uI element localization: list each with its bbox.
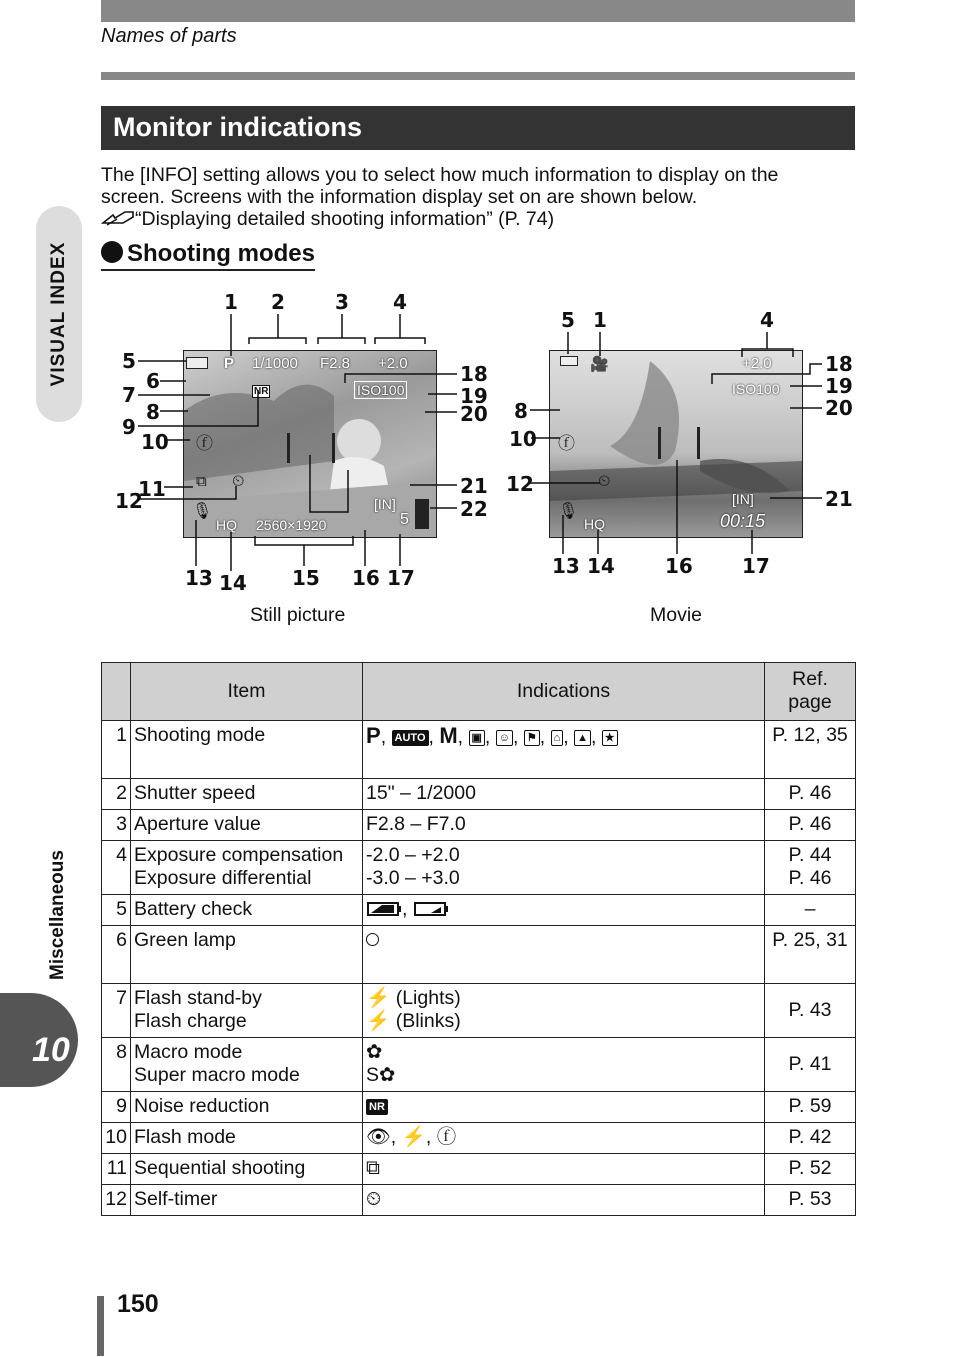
chapter-tab[interactable] (0, 993, 78, 1087)
callout-18: 18 (460, 362, 488, 386)
battery-full-icon (366, 901, 402, 917)
movie-callout-16: 16 (665, 554, 693, 578)
row-item-line-1: Flash stand-by (134, 987, 262, 1009)
row-number: 2 (102, 779, 131, 810)
row-ref (765, 841, 856, 895)
battery-low-icon (413, 901, 449, 917)
callout-13: 13 (185, 566, 213, 590)
movie-mic-icon: 🎙 (558, 503, 579, 520)
red-eye-icon: 👁 (366, 1126, 391, 1148)
row-ref: P. 52 (765, 1154, 856, 1185)
indications-table (101, 662, 856, 1216)
movie-callout-14: 14 (587, 554, 615, 578)
table-row (102, 926, 856, 984)
image-size: 2560×1920 (256, 517, 327, 533)
row-item (131, 1038, 363, 1092)
row-ind-line-2: (Blinks) (395, 1010, 461, 1032)
movie-mode-icon: 🎥 (590, 356, 609, 373)
header-number (102, 663, 131, 721)
movie-callout-5: 5 (561, 308, 575, 332)
header-ref: Ref. page (765, 663, 856, 721)
row-indications: F2.8 – F7.0 (363, 810, 765, 841)
row-ref: P. 53 (765, 1185, 856, 1216)
callout-2: 2 (271, 290, 285, 314)
sport-scene-icon: ⚑ (524, 730, 540, 746)
callout-11: 11 (138, 477, 166, 501)
row-indications (363, 1185, 765, 1216)
row-number: 1 (102, 721, 131, 779)
movie-quality: HQ (584, 516, 605, 532)
row-indications (363, 926, 765, 984)
row-ref-line-2: P. 46 (788, 867, 832, 889)
self-timer-icon: ⏲ (232, 473, 245, 490)
noise-reduction-icon: NR (366, 1099, 388, 1115)
still-caption: Still picture (250, 604, 346, 626)
row-ind-line-2-wrap (366, 1010, 761, 1033)
callout-7: 7 (122, 383, 136, 407)
callout-9: 9 (122, 415, 136, 439)
row-item (131, 984, 363, 1038)
row-indications: 15" – 1/2000 (363, 779, 765, 810)
night-scene-icon: ★ (602, 730, 618, 746)
row-indications (363, 1154, 765, 1185)
intro-line-3: “Displaying detailed shooting information” (P. 74) (135, 208, 555, 230)
row-item-line-1: Exposure compensation (134, 844, 344, 866)
nr-badge: NR (254, 386, 269, 397)
header-indications: Indications (363, 663, 765, 721)
movie-callout-19: 19 (825, 374, 853, 398)
flash-icon: ⚡ (401, 1126, 426, 1148)
movie-self-timer-icon: ⏲ (598, 473, 611, 490)
movie-memory: [IN] (732, 491, 754, 507)
shutter-speed: 1/1000 (252, 355, 298, 372)
flash-mode-icon: ⓕ (196, 434, 213, 453)
row-item-line-2: Exposure differential (134, 867, 312, 889)
sequential-shooting-icon: ⧉ (366, 1157, 380, 1179)
movie-mode-icon: ▣ (469, 730, 485, 746)
page-number: 150 (117, 1290, 159, 1318)
row-indications (363, 841, 765, 895)
self-timer-icon: ⏲ (366, 1188, 382, 1210)
green-lamp-icon (366, 933, 379, 946)
table-row (102, 1092, 856, 1123)
row-number: 10 (102, 1123, 131, 1154)
callout-21: 21 (460, 474, 488, 498)
row-item: Noise reduction (131, 1092, 363, 1123)
page-number-bar (97, 1296, 104, 1356)
aperture-value: F2.8 (320, 355, 351, 372)
callout-15: 15 (292, 566, 320, 590)
movie-exposure: +2.0 (742, 355, 772, 372)
movie-caption: Movie (650, 604, 703, 626)
callout-4: 4 (393, 290, 407, 314)
table-row (102, 810, 856, 841)
program-mode-icon: P (366, 723, 381, 748)
super-macro-icon: S✿ (366, 1064, 396, 1086)
flash-icon: ⚡ (366, 1010, 391, 1032)
movie-callout-4: 4 (760, 308, 774, 332)
row-item-line-2: Flash charge (134, 1010, 247, 1032)
remaining-count: 5 (400, 511, 409, 528)
table-row (102, 1185, 856, 1216)
row-indications (363, 1038, 765, 1092)
row-ref: P. 46 (765, 779, 856, 810)
intro-line-2: screen. Screens with the information display set on are shown below. (101, 186, 698, 208)
movie-time: 00:15 (720, 511, 766, 531)
callout-8: 8 (146, 400, 160, 424)
row-item: Aperture value (131, 810, 363, 841)
callout-6: 6 (146, 369, 160, 393)
mode-indicator: P (224, 355, 235, 372)
header-item: Item (131, 663, 363, 721)
table-row (102, 1154, 856, 1185)
row-item-line-2: Super macro mode (134, 1064, 300, 1086)
row-indications: 👁, ⚡, ⓕ (363, 1123, 765, 1154)
row-ref: P. 12, 35 (765, 721, 856, 779)
movie-callout-17: 17 (742, 554, 770, 578)
row-ind-line-1: -2.0 – +2.0 (366, 844, 460, 866)
table-row (102, 1038, 856, 1092)
callout-10: 10 (141, 430, 169, 454)
movie-flash-icon: ⓕ (558, 434, 575, 453)
row-item: Green lamp (131, 926, 363, 984)
row-item (131, 841, 363, 895)
table-row (102, 721, 856, 779)
iso-value: ISO100 (354, 381, 407, 399)
movie-callout-21: 21 (825, 487, 853, 511)
row-number: 11 (102, 1154, 131, 1185)
row-number: 4 (102, 841, 131, 895)
row-ref-line-1: P. 44 (788, 844, 832, 866)
section-title: Monitor indications (113, 112, 362, 142)
callout-22: 22 (460, 497, 488, 521)
movie-leader-lines (0, 0, 954, 640)
table-row (102, 779, 856, 810)
auto-mode-icon: AUTO (392, 730, 429, 746)
intro-line-1: The [INFO] setting allows you to select how much information to display on the (101, 164, 779, 186)
row-ref: P. 25, 31 (765, 926, 856, 984)
row-ref: P. 46 (765, 810, 856, 841)
movie-callout-10: 10 (509, 427, 537, 451)
movie-callout-12: 12 (506, 472, 534, 496)
row-item: Shooting mode (131, 721, 363, 779)
row-ref: P. 41 (765, 1038, 856, 1092)
row-item: Self-timer (131, 1185, 363, 1216)
row-ind-line-2: -3.0 – +3.0 (366, 867, 460, 889)
row-number: 8 (102, 1038, 131, 1092)
row-number: 9 (102, 1092, 131, 1123)
movie-callout-20: 20 (825, 396, 853, 420)
movie-callout-8: 8 (514, 399, 528, 423)
table-row (102, 895, 856, 926)
movie-callout-13: 13 (552, 554, 580, 578)
portrait-scene-icon: ☺ (496, 730, 513, 746)
row-item: Sequential shooting (131, 1154, 363, 1185)
landscape-scene-icon: ▲ (574, 730, 591, 746)
movie-iso: ISO100 (732, 381, 780, 397)
table-row (102, 984, 856, 1038)
table-row (102, 841, 856, 895)
row-item: Shutter speed (131, 779, 363, 810)
mic-icon: 🎙 (192, 503, 213, 520)
flash-off-icon: ⓕ (436, 1126, 457, 1148)
row-ref: – (765, 895, 856, 926)
callout-19: 19 (460, 384, 488, 408)
row-indications: P, AUTO , M, ▣ , ☺ , ⚑ , ⌂ , ▲ , ★ (363, 721, 765, 779)
movie-callout-1: 1 (593, 308, 607, 332)
row-number: 7 (102, 984, 131, 1038)
macro-icon: ✿ (366, 1041, 383, 1063)
row-item: Battery check (131, 895, 363, 926)
callout-14: 14 (219, 571, 247, 595)
row-number: 3 (102, 810, 131, 841)
callout-1: 1 (224, 290, 238, 314)
memory-indicator: [IN] (374, 496, 396, 512)
callout-20: 20 (460, 402, 488, 426)
row-ref: P. 42 (765, 1123, 856, 1154)
running-header: Names of parts (101, 25, 237, 47)
row-number: 6 (102, 926, 131, 984)
row-item-line-1: Macro mode (134, 1041, 243, 1063)
chapter-number: 10 (32, 1031, 70, 1069)
table-header-row (102, 663, 856, 721)
row-indications (363, 1092, 765, 1123)
row-indications: , (363, 895, 765, 926)
row-item: Flash mode (131, 1123, 363, 1154)
callout-16: 16 (352, 566, 380, 590)
row-ref: P. 43 (765, 984, 856, 1038)
table-row (102, 1123, 856, 1154)
landscape-portrait-icon: ⌂ (551, 730, 564, 746)
callout-5: 5 (122, 349, 136, 373)
subheading-text: Shooting modes (127, 240, 315, 267)
callout-3: 3 (335, 290, 349, 314)
row-number: 12 (102, 1185, 131, 1216)
manual-mode-icon: M (439, 723, 458, 748)
row-ref: P. 59 (765, 1092, 856, 1123)
row-indications (363, 984, 765, 1038)
row-ind-line-1: (Lights) (395, 987, 461, 1009)
callout-17: 17 (387, 566, 415, 590)
sequential-icon: ⧉ (196, 473, 207, 490)
callout-12: 12 (115, 489, 143, 513)
movie-callout-18: 18 (825, 352, 853, 376)
row-number: 5 (102, 895, 131, 926)
flash-icon: ⚡ (366, 987, 391, 1009)
chapter-label: Miscellaneous (47, 850, 68, 980)
exposure-value: +2.0 (378, 355, 408, 372)
quality-indicator: HQ (216, 517, 237, 533)
row-ind-line-1-wrap (366, 987, 761, 1010)
visual-index-label: VISUAL INDEX (48, 241, 69, 387)
